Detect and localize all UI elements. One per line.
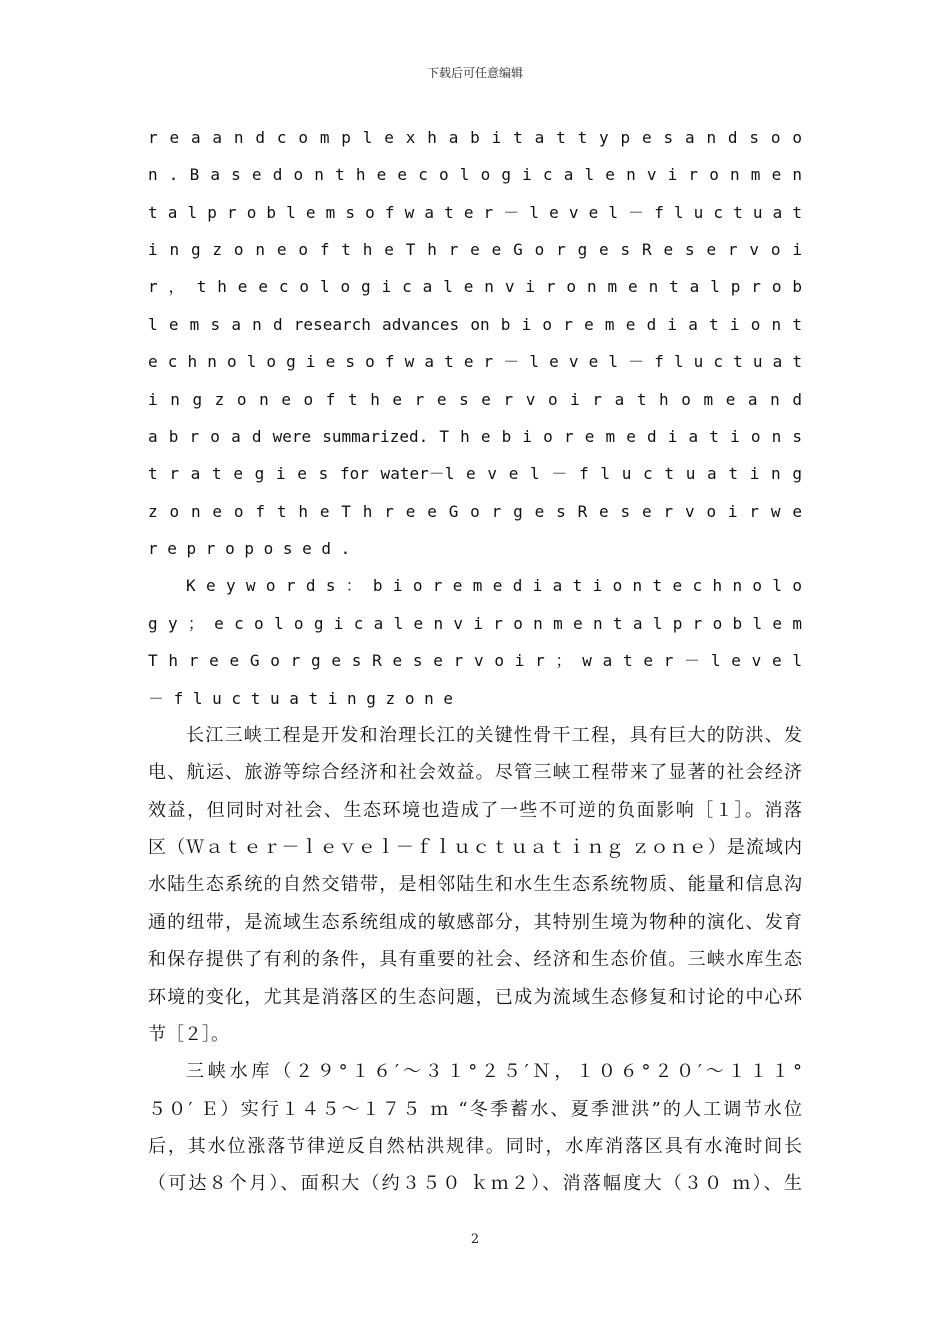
abstract-line: e c h n o l o g i e s o f w a t e r － l e v e l － f l u c t u a t: [148, 352, 802, 371]
paragraph-line: 通的纽带，是流域生态系统组成的敏感部分，其特别生境为物种的演化、发育: [148, 912, 802, 933]
paragraph-line: （可达８个月）、面积大（约３５０ ｋｍ２）、消落幅度大（３０ ｍ）、生: [148, 1173, 802, 1194]
paragraph-line: 区（Ｗａｔｅｒ－ｌｅｖｅｌ－ｆｌｕｃｔｕａｔｉｎｇ ｚｏｎｅ）是流域内: [148, 837, 802, 858]
paragraph-line: ５０′ Ｅ）实行１４５～１７５ ｍ “冬季蓄水、夏季泄洪”的人工调节水位: [148, 1099, 802, 1120]
abstract-line: a b r o a d were summarized. T h e b i o r e m e d i a t i o n s: [148, 427, 802, 446]
page-header: 下载后可任意编辑: [426, 66, 523, 80]
abstract-line: i n g z o n e o f t h e T h r e e G o r g e s R e s e r v o i: [148, 240, 802, 259]
paragraph-line: 效益，但同时对社会、生态环境也造成了一些不可逆的负面影响［１］。消落: [148, 800, 802, 821]
paragraph-line: 长江三峡工程是开发和治理长江的关键性骨干工程，具有巨大的防洪、发: [186, 725, 802, 746]
paragraph-line: 电、航运、旅游等综合经济和社会效益。尽管三峡工程带来了显著的社会经济: [148, 762, 802, 783]
abstract-line: l e m s a n d research advances on b i o r e m e d i a t i o n t: [148, 315, 802, 334]
paragraph-line: 环境的变化，尤其是消落区的生态问题，已成为流域生态修复和讨论的中心环: [148, 987, 802, 1008]
keywords-line: g y ； e c o l o g i c a l e n v i r o n m e n t a l p r o b l e m: [148, 614, 802, 633]
abstract-line: r ， t h e e c o l o g i c a l e n v i r o n m e n t a l p r o b: [148, 277, 802, 296]
keywords-line: T h r e e G o r g e s R e s e r v o i r ； w a t e r － l e v e l: [148, 651, 802, 670]
abstract-line: r e p r o p o s e d .: [148, 539, 351, 558]
abstract-line: t r a t e g i e s for water－l e v e l － f l u c t u a t i n g: [148, 464, 802, 483]
abstract-line: r e a a n d c o m p l e x h a b i t a t t y p e s a n d s o o: [148, 128, 802, 147]
paragraph-line: 水陆生态系统的自然交错带，是相邻陆生和水生生态系统物质、能量和信息沟: [148, 874, 802, 895]
abstract-line: i n g z o n e o f t h e r e s e r v o i r a t h o m e a n d: [148, 390, 802, 409]
abstract-line: z o n e o f t h e T h r e e G o r g e s R e s e r v o i r w e: [148, 502, 802, 521]
paragraph-line: 节［２］。: [148, 1024, 229, 1045]
paragraph-line: 后，其水位涨落节律逆反自然枯洪规律。同时，水库消落区具有水淹时间长: [148, 1136, 802, 1157]
abstract-line: t a l p r o b l e m s o f w a t e r － l e v e l － f l u c t u a t: [148, 203, 802, 222]
page-number: 2: [470, 1232, 480, 1247]
keywords-line: － f l u c t u a t i n g z o n e: [148, 689, 453, 708]
paragraph-line: 三峡水库（２９°１６′～３１°２５′Ｎ，１０６°２０′～１１１°: [186, 1061, 802, 1082]
paragraph-line: 和保存提供了有利的条件，具有重要的社会、经济和生态价值。三峡水库生态: [148, 949, 802, 970]
abstract-line: n . B a s e d o n t h e e c o l o g i c a l e n v i r o n m e n: [148, 165, 802, 184]
keywords-line: K e y w o r d s ： b i o r e m e d i a t i o n t e c h n o l o: [186, 576, 802, 595]
